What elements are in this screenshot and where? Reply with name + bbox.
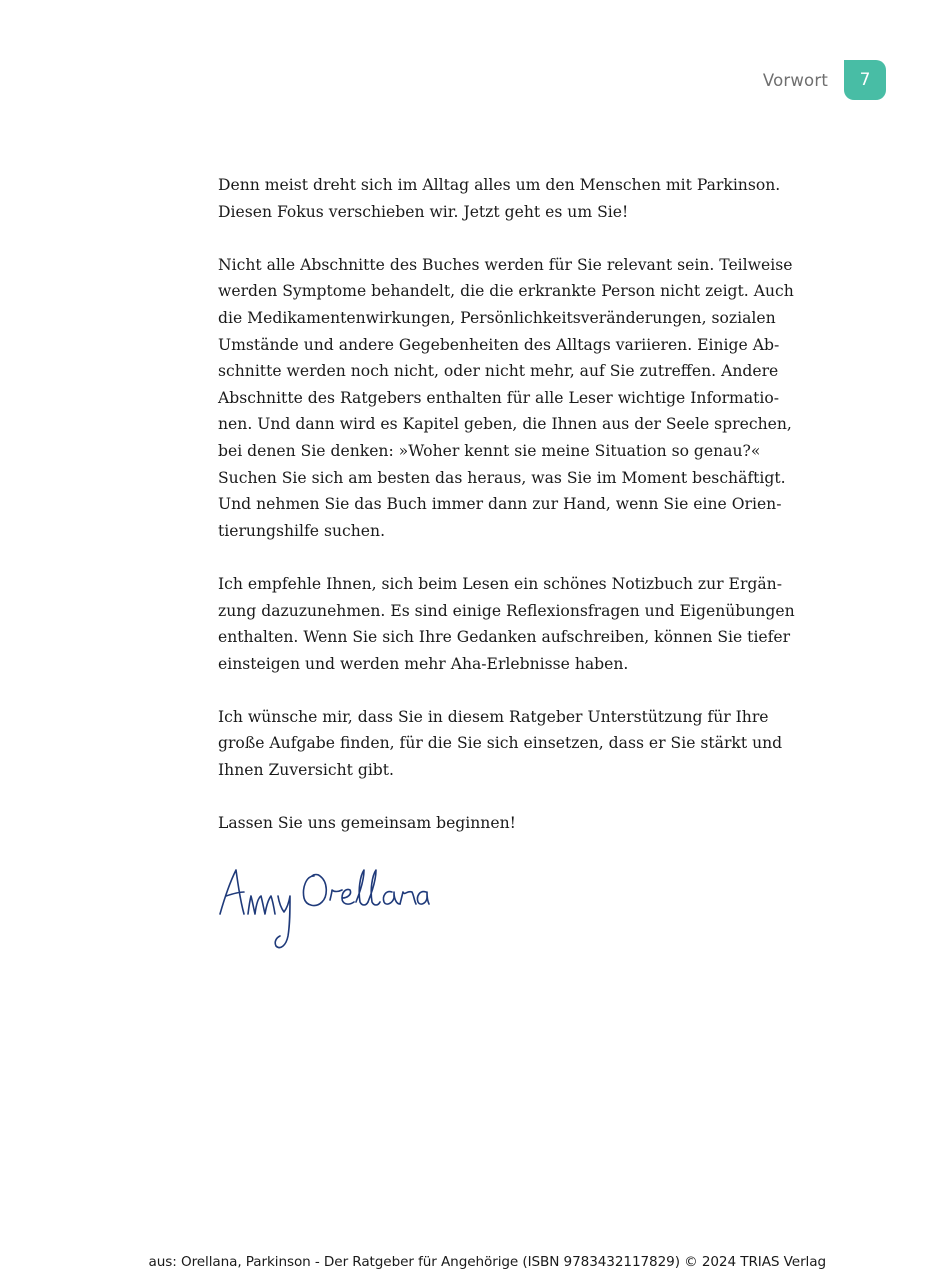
text-line: werden Symptome behandelt, die die erkrankte Person nicht zeigt. Auch — [218, 282, 794, 301]
text-line: tierungshilfe suchen. — [218, 521, 386, 540]
text-line: Suchen Sie sich am besten das heraus, was Sie im Moment beschäftigt. — [218, 468, 786, 487]
running-head — [763, 60, 886, 100]
text-line: Denn meist dreht sich im Alltag alles um den Menschen mit Parkinson. — [218, 176, 781, 194]
text-line: Und nehmen Sie das Buch immer dann zur Hand, wenn Sie eine Orien- — [218, 495, 782, 514]
text-line: zung dazuzunehmen. Es sind einige Reflexionsfragen und Eigenübungen — [218, 601, 795, 620]
handwritten-signature — [214, 862, 430, 954]
page-number-badge: 7 — [844, 60, 886, 100]
paragraph-5 — [218, 810, 836, 837]
copyright-footer: aus: Orellana, Parkinson - Der Ratgeber für Angehörige (ISBN 9783432117829) © 2024 TRIAS Verlag — [148, 1254, 826, 1270]
text-line: Diesen Fokus verschieben wir. Jetzt geht es um Sie! — [218, 202, 629, 221]
paragraph-2 — [218, 252, 836, 545]
text-line: große Aufgabe finden, für die Sie sich einsetzen, dass er Sie stärkt und — [218, 734, 783, 753]
text-line: schnitte werden noch nicht, oder nicht mehr, auf Sie zutreffen. Andere — [218, 362, 779, 381]
text-line: Ich wünsche mir, dass Sie in diesem Ratgeber Unterstützung für Ihre — [218, 707, 769, 726]
paragraph-3 — [218, 571, 836, 677]
section-title: Vorwort — [762, 70, 828, 90]
body-text — [218, 172, 836, 863]
text-line: enthalten. Wenn Sie sich Ihre Gedanken aufschreiben, können Sie tiefer — [218, 628, 791, 647]
text-line: einsteigen und werden mehr Aha-Erlebnisse haben. — [218, 654, 629, 673]
text-line: Abschnitte des Ratgebers enthalten für alle Leser wichtige Informatio- — [218, 388, 780, 407]
paragraph-1 — [218, 172, 836, 225]
text-line: nen. Und dann wird es Kapitel geben, die Ihnen aus der Seele sprechen, — [218, 415, 792, 434]
text-line: bei denen Sie denken: »Woher kennt sie meine Situation so genau?« — [218, 441, 761, 460]
text-line: die Medikamentenwirkungen, Persönlichkeitsveränderungen, sozialen — [218, 308, 776, 327]
text-line: Nicht alle Abschnitte des Buches werden für Sie relevant sein. Teilweise — [218, 255, 793, 274]
text-line: Umstände und andere Gegebenheiten des Alltags variieren. Einige Ab- — [218, 335, 780, 354]
text-line: Ihnen Zuversicht gibt. — [218, 761, 395, 780]
text-line: Ich empfehle Ihnen, sich beim Lesen ein schönes Notizbuch zur Ergän- — [218, 574, 782, 593]
paragraph-4 — [218, 704, 836, 784]
text-line: Lassen Sie uns gemeinsam beginnen! — [218, 814, 516, 833]
